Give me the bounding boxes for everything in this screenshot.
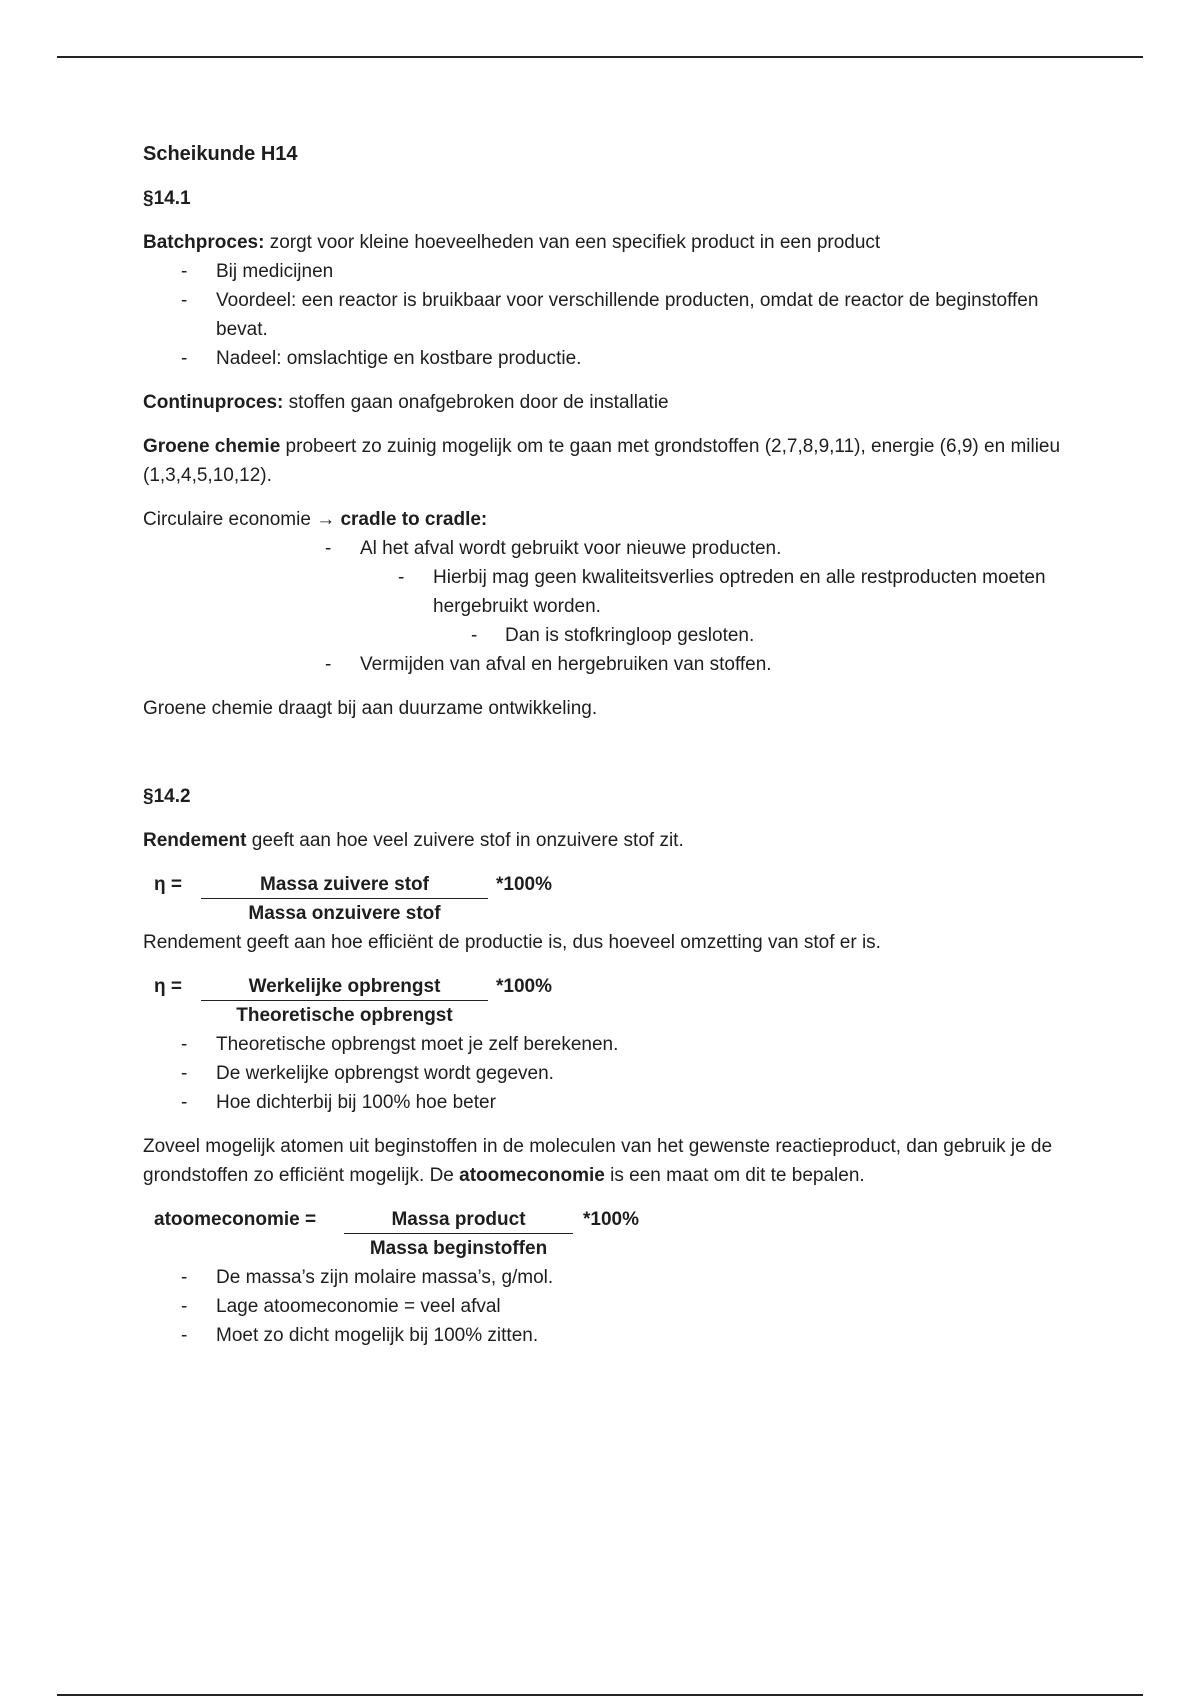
atoom-paragraph [143, 1132, 1063, 1190]
formula-lhs: atoomeconomie = [154, 1209, 317, 1230]
section-heading-14-2: §14.2 [143, 786, 191, 807]
atoom-pre: Zoveel mogelijk atomen uit beginstoffen in de moleculen van het gewenste reactieproduct, dan gebruik je de grondstoffen zo efficiënt mogelijk. De [143, 1136, 1053, 1186]
rendement-paragraph [143, 826, 1063, 855]
formula-rendement-purity [143, 870, 1063, 928]
list-item: - Dan is stofkringloop gesloten. [143, 621, 1063, 650]
list-item: - Nadeel: omslachtige en kostbare productie. [143, 344, 1063, 373]
list-item: - Al het afval wordt gebruikt voor nieuwe producten. [143, 534, 1063, 563]
groen-paragraph [143, 432, 1063, 490]
continu-term: Continuproces: [143, 392, 284, 413]
formula-denominator: Massa onzuivere stof [248, 903, 441, 924]
formula-rendement-yield [143, 972, 1063, 1030]
circular-sublist [143, 563, 1063, 621]
atoom-term: atoomeconomie [459, 1165, 605, 1186]
formula-lhs: η = [154, 874, 182, 895]
circular-subsublist [143, 621, 1063, 650]
groen-text: probeert zo zuinig mogelijk om te gaan met grondstoffen (2,7,8,9,11), energie (6,9) en milieu (1,3,4,5,10,12). [143, 436, 1061, 486]
circular-lead: Circulaire economie [143, 509, 317, 530]
continu-text: stoffen gaan onafgebroken door de installatie [283, 392, 669, 413]
batch-list [143, 257, 1063, 373]
atom-economy-list [143, 1263, 1063, 1350]
page-title: Scheikunde H14 [143, 143, 298, 165]
yield-list [143, 1030, 1063, 1117]
list-item: - Voordeel: een reactor is bruikbaar voor verschillende producten, omdat de reactor de beginstoffen bevat. [143, 286, 1063, 344]
continu-paragraph [143, 388, 1063, 417]
circular-paragraph [143, 505, 1063, 534]
formula-multiplier: *100% [496, 976, 552, 997]
closing-paragraph: Groene chemie draagt bij aan duurzame ontwikkeling. [143, 698, 598, 719]
list-item: - Vermijden van afval en hergebruiken van stoffen. [143, 650, 1063, 679]
formula-denominator: Theoretische opbrengst [236, 1005, 453, 1026]
circular-list [143, 534, 1063, 563]
footer-rule [57, 1694, 1143, 1696]
arrow-icon: → [316, 509, 336, 530]
formula-multiplier: *100% [583, 1209, 639, 1230]
document-body [143, 140, 1063, 1365]
groen-term: Groene chemie [143, 436, 281, 457]
list-item: - De werkelijke opbrengst wordt gegeven. [143, 1059, 1063, 1088]
circular-list-2 [143, 650, 1063, 679]
header-rule [57, 56, 1143, 58]
list-item: - Hoe dichterbij bij 100% hoe beter [143, 1088, 1063, 1117]
list-item: - Lage atoomeconomie = veel afval [143, 1292, 1063, 1321]
formula-lhs: η = [154, 976, 182, 997]
batch-text: zorgt voor kleine hoeveelheden van een specifiek product in een product [264, 232, 881, 253]
formula-numerator: Massa zuivere stof [260, 874, 429, 895]
batch-paragraph [143, 228, 1063, 257]
list-item: - De massa’s zijn molaire massa’s, g/mol. [143, 1263, 1063, 1292]
batch-term: Batchproces: [143, 232, 265, 253]
rendement-text: geeft aan hoe veel zuivere stof in onzuivere stof zit. [246, 830, 684, 851]
efficiency-paragraph: Rendement geeft aan hoe efficiënt de productie is, dus hoeveel omzetting van stof er is. [143, 932, 881, 953]
formula-denominator: Massa beginstoffen [369, 1238, 548, 1259]
atoom-post: is een maat om dit te bepalen. [604, 1165, 865, 1186]
formula-numerator: Massa product [391, 1209, 526, 1230]
formula-multiplier: *100% [496, 874, 552, 895]
section-heading-14-1: §14.1 [143, 188, 191, 209]
list-item: - Hierbij mag geen kwaliteitsverlies optreden en alle restproducten moeten hergebruikt worden. [143, 563, 1063, 621]
formula-numerator: Werkelijke opbrengst [248, 976, 441, 997]
formula-atom-economy [143, 1205, 1063, 1263]
rendement-term: Rendement [143, 830, 247, 851]
circular-term: cradle to cradle: [335, 509, 488, 530]
list-item: - Bij medicijnen [143, 257, 1063, 286]
list-item: - Theoretische opbrengst moet je zelf berekenen. [143, 1030, 1063, 1059]
list-item: - Moet zo dicht mogelijk bij 100% zitten. [143, 1321, 1063, 1350]
